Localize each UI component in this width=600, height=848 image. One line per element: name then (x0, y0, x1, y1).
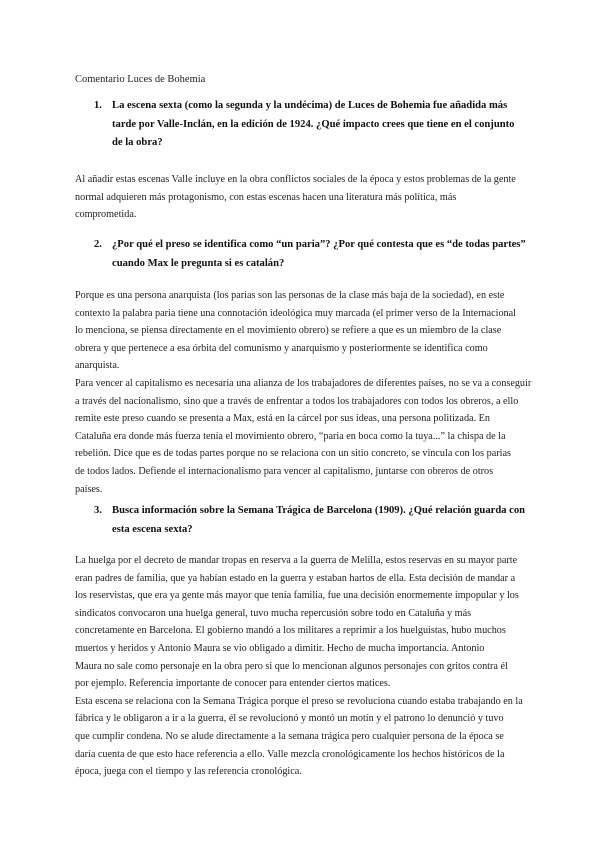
answer-line: fábrica y le obligaron a ir a la guerra, él se revolucionó y montó un motín y el patrono lo denunció y tuvo (75, 713, 504, 725)
answer-line: lo menciona, se piensa directamente en el movimiento obrero) se refiere a que es un miembro de la clase (75, 325, 502, 337)
answer-line: anarquista. (75, 360, 120, 372)
answer-line: Esta escena se relaciona con la Semana Trágica porque el preso se revoluciona cuando estaba trabajando en la (75, 695, 523, 707)
answer-line: a través del nacionalismo, sino que a través de enfrentar a todos los trabajadores con todos los obreros, a ello (75, 395, 519, 407)
answer-line: eran padres de familia, que ya habían estado en la guerra y estaban hartos de ella. Esta decisión de mandar a (75, 572, 516, 584)
answer-line: normal adquieren más protagonismo, con estas escenas hacen una literatura más política, más (75, 191, 457, 203)
question-line: La escena sexta (como la segunda y la undécima) de Luces de Bohemia fue añadida más (112, 100, 508, 111)
answer-line: Para vencer al capitalismo es necesaria una alianza de los trabajadores de diferentes países, no se va a conseguir (75, 377, 532, 389)
question-2 (94, 236, 564, 274)
answer-line: Maura no sale como personaje en la obra pero si que lo mencionan algunos personajes con gritos contra él (75, 660, 508, 672)
answer-line: rebelión. Dice que es de todas partes porque no se relaciona con un sitio concreto, se vincula con los parias (75, 448, 511, 460)
question-number: 2. (94, 239, 102, 250)
answer-line: los reservistas, que era ya gente más mayor que tenía familia, fue una decisión enormemente impopular y los (75, 590, 519, 602)
question-number: 3. (94, 505, 102, 516)
answer-line: Porque es una persona anarquista (los parias son las personas de la clase más baja de la sociedad), en este (75, 290, 505, 301)
question-line: tarde por Valle-Inclán, en la edición de 1924. ¿Qué impacto crees que tiene en el conjunto (112, 118, 515, 130)
question-line: de la obra? (112, 137, 163, 148)
answer-line: época, juega con el tiempo y las referencia cronológica. (75, 766, 302, 778)
answer-line: comprometida. (75, 209, 137, 221)
answer-line: concretamente en Barcelona. El gobierno mandó a los militares a reprimir a los huelguistas, hubo muchos (75, 625, 506, 637)
answer-line: obrera y que pertenece a esa órbita del comunismo y anarquismo y posteriormente se identifica como (75, 342, 488, 354)
answer-line: de todos lados. Defiende el internacionalismo para vencer al capitalismo, juntarse con obreros de otros (75, 465, 494, 477)
answer-line: que cumplir condena. No se alude directamente a la semana trágica pero cualquier persona de la época se (75, 730, 504, 742)
question-line: Busca información sobre la Semana Trágica de Barcelona (1909). ¿Qué relación guarda con (112, 505, 526, 516)
answer-line: daría cuenta de que esto hace referencia a ello. Valle mezcla cronológicamente los hechos históricos de la (75, 748, 505, 760)
answer-line: países. (75, 483, 103, 495)
answer-line: La huelga por el decreto de mandar tropas en reserva a la guerra de Melilla, estos reservas en su mayor parte (75, 555, 518, 566)
question-1 (94, 97, 564, 153)
answer-line: remite este preso cuando se presenta a Max, está en la cárcel por sus ideas, una persona politizada. En (75, 413, 490, 425)
answer-line: Cataluña era donde más fuerza tenía el movimiento obrero, “paria en boca como la tuya...” la chispa de la (75, 430, 506, 442)
answer-3 (75, 552, 545, 781)
question-line: ¿Por qué el preso se identifica como “un paria”? ¿Por qué contesta que es “de todas partes” (112, 239, 526, 250)
answer-line: muertos y heridos y Antonio Maura se vio obligado a dimitir. Hecho de mucha importancia. Antonio (75, 642, 485, 654)
answer-line: por ejemplo. Referencia importante de conocer para entender ciertos matices. (75, 678, 391, 690)
answer-line: contexto la palabra paria tiene una connotación ideológica muy marcada (el primer verso de la Internacional (75, 307, 516, 319)
answer-2 (75, 287, 545, 498)
answer-line: Al añadir estas escenas Valle incluye en la obra conflictos sociales de la época y estos problemas de la gente (75, 174, 516, 185)
question-3 (94, 502, 564, 540)
document-title: Comentario Luces de Bohemia (75, 74, 206, 85)
answer-1 (75, 171, 545, 224)
question-number: 1. (94, 100, 102, 111)
question-line: cuando Max le pregunta si es catalán? (112, 257, 285, 269)
question-line: esta escena sexta? (112, 523, 193, 535)
answer-line: sindicatos convocaron una huelga general, tuvo mucha repercusión sobre todo en Cataluña y más (75, 607, 472, 619)
